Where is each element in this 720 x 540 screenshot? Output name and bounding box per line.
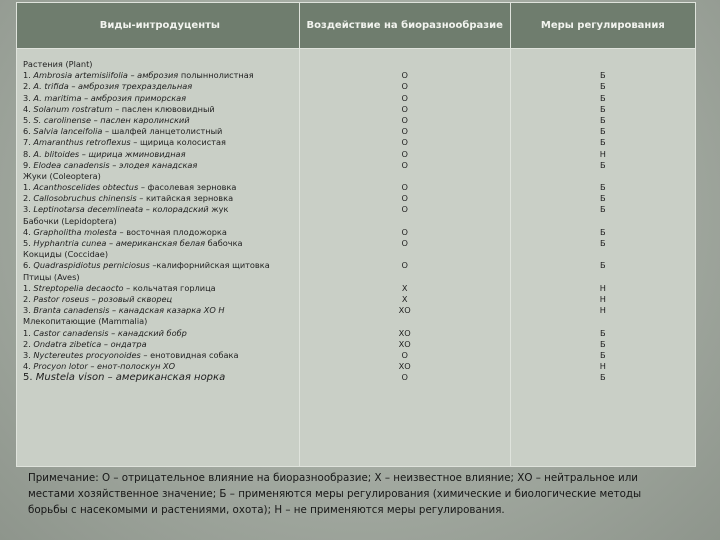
measure-value: Б — [600, 260, 606, 271]
impact-value: О — [401, 137, 408, 148]
impact-value — [301, 59, 509, 70]
species-line — [23, 137, 297, 148]
measure-value: Б — [600, 338, 606, 349]
impact-value: О — [401, 126, 408, 137]
species-name: Callosobruchus chinensis — [33, 193, 137, 204]
impact-value: О — [401, 114, 408, 125]
species-name: Procyon lotor – енот-полоскун ХО — [33, 361, 176, 372]
species-line — [23, 249, 297, 260]
impact-value: О — [401, 81, 408, 92]
species-text: 1. — [23, 327, 34, 338]
species-line — [23, 182, 297, 193]
measure-value: Б — [600, 126, 606, 137]
measure-value: Н — [599, 148, 606, 159]
species-text: 5. — [23, 238, 34, 248]
footnote: Примечание: О – отрицательное влияние на биоразнообразие; Х – неизвестное влияние; ХО – нейтральное или местами хозяйственное значение; Б – применяются меры регулирования (химические и биологические методы борьбы с насекомыми и растениями, охота); Н – не применяются меры регулирования. — [28, 472, 642, 516]
impact-value: ХО — [398, 327, 411, 338]
impact-value: О — [401, 92, 408, 103]
species-text: – кольчатая горлица — [123, 282, 216, 293]
measure-value: Б — [600, 81, 606, 92]
species-text: 2. — [23, 338, 34, 349]
species-text: жук — [208, 204, 229, 215]
measures-column — [510, 49, 695, 467]
species-name: Elodea canadensis – элодея канадская — [33, 159, 198, 170]
species-name: Acanthoscelides obtectus — [33, 182, 139, 193]
measure-value — [512, 249, 694, 260]
impact-value — [301, 272, 509, 283]
species-name: S. carolinense – паслен каролинский — [33, 114, 190, 125]
header-measures: Меры регулирования — [510, 3, 695, 49]
species-line — [23, 81, 297, 92]
species-name: Amaranthus retroflexus — [33, 137, 131, 148]
species-name: Mustela vison – американская норка — [35, 372, 226, 384]
impact-value: Х — [401, 282, 408, 293]
species-name: Pastor roseus – розовый скворец — [33, 293, 173, 304]
species-text: 2. — [23, 193, 34, 204]
species-name: Leptinotarsa decemlineata – колорадский — [33, 204, 209, 215]
species-text: 4. — [23, 103, 34, 114]
species-line — [23, 193, 297, 204]
table-header-row — [17, 3, 696, 49]
species-line — [23, 260, 297, 271]
impact-value: О — [401, 159, 408, 170]
measure-value — [512, 171, 694, 182]
species-name: Streptopelia decaocto — [33, 282, 124, 293]
species-line — [23, 316, 297, 327]
species-text: 7. — [23, 137, 34, 148]
measure-value: Б — [600, 226, 606, 237]
species-text: – китайская зерновка — [136, 193, 234, 204]
measure-value: Б — [600, 204, 606, 215]
species-line — [23, 305, 297, 316]
measure-value: Б — [600, 159, 606, 170]
species-text: 3. — [23, 204, 34, 215]
species-line — [23, 294, 297, 305]
species-name: Nyctereutes procyonoides — [33, 349, 141, 360]
species-text: 5. — [23, 114, 34, 125]
measure-value: Б — [600, 92, 606, 103]
measure-value — [512, 216, 694, 227]
impact-value — [301, 216, 509, 227]
species-text: 1. — [23, 282, 34, 293]
measure-value: Б — [600, 70, 606, 81]
species-text: – восточная плодожорка — [116, 226, 227, 237]
impact-value: ХО — [398, 361, 411, 372]
species-text: 3. — [23, 305, 34, 316]
measure-value — [512, 316, 694, 327]
species-text: Млекопитающие (Mammalia) — [23, 316, 148, 327]
table-body-row — [17, 49, 696, 467]
impact-value: О — [401, 182, 408, 193]
species-name: Ondatra zibetica – ондатра — [33, 338, 147, 349]
species-name: Branta canadensis – канадская казарка ХО Н — [33, 305, 225, 316]
species-text: 8. — [23, 148, 34, 159]
measure-value: Н — [599, 361, 606, 372]
measure-value: Н — [599, 305, 606, 316]
species-line — [23, 104, 297, 115]
impact-value: О — [401, 204, 408, 215]
species-name: Grapholitha molesta — [33, 226, 117, 237]
species-line — [23, 350, 297, 361]
species-line — [23, 372, 297, 383]
species-name: Ambrosia artemisiifolia – амброзия — [33, 70, 179, 81]
impact-value — [301, 171, 509, 182]
species-text: – фасолевая зерновка — [138, 182, 237, 193]
introduced-species-table — [16, 2, 696, 467]
species-line — [23, 160, 297, 171]
species-text: полыннолистная — [178, 70, 254, 81]
impact-value: ХО — [398, 305, 411, 316]
species-name: Castor canadensis – канадский бобр — [33, 327, 187, 338]
impact-value: О — [401, 238, 408, 248]
measure-value: Б — [600, 193, 606, 204]
measure-value: Б — [600, 114, 606, 125]
impact-value: О — [401, 193, 408, 204]
species-name: A. blitoides – щирица жминовидная — [33, 148, 186, 159]
species-text: – енотовидная собака — [140, 349, 239, 360]
species-text: 3. — [23, 92, 34, 103]
measure-value — [512, 272, 694, 283]
measure-value: Б — [600, 103, 606, 114]
species-text: 4. — [23, 361, 34, 372]
species-text: 1. — [23, 182, 34, 193]
impact-value: О — [401, 103, 408, 114]
impact-value — [301, 249, 509, 260]
species-name: Quadraspidiotus perniciosus — [33, 260, 150, 271]
impact-value: О — [401, 349, 408, 360]
species-line — [23, 171, 297, 182]
species-line — [23, 93, 297, 104]
species-line — [23, 272, 297, 283]
species-text: 2. — [23, 81, 34, 92]
species-line — [23, 328, 297, 339]
species-text: 2. — [23, 293, 34, 304]
species-line — [23, 126, 297, 137]
species-text: Растения (Plant) — [23, 59, 93, 69]
species-text: бабочка — [205, 238, 243, 248]
species-text: Птицы (Aves) — [23, 271, 80, 282]
species-text: 6. — [23, 260, 34, 271]
species-text: – щирица колосистая — [130, 137, 226, 148]
species-name: Salvia lanceifolia — [33, 126, 103, 137]
species-line — [23, 204, 297, 215]
species-name: Solanum rostratum — [33, 103, 113, 114]
species-name: A. maritima – амброзия приморская — [33, 92, 187, 103]
species-text: 4. — [23, 226, 34, 237]
impact-value: О — [401, 148, 408, 159]
species-line — [23, 227, 297, 238]
header-impact: Воздействие на биоразнообразие — [299, 3, 510, 49]
species-text: Кокциды (Coccidae) — [23, 249, 109, 260]
measure-value: Б — [600, 349, 606, 360]
species-text: 1. — [23, 70, 34, 81]
impact-value: О — [401, 226, 408, 237]
species-text: Жуки (Coleoptera) — [23, 170, 101, 181]
species-line — [23, 149, 297, 160]
species-name: Hyphantria cunea – американская белая — [33, 238, 206, 248]
species-line — [23, 339, 297, 350]
species-text: – шалфей ланцетолистный — [102, 126, 223, 137]
species-text: Бабочки (Lepidoptera) — [23, 215, 117, 226]
species-text: 9. — [23, 159, 34, 170]
header-species: Виды-интродуценты — [17, 3, 300, 49]
species-column — [17, 49, 300, 467]
species-line — [23, 238, 297, 249]
species-line — [23, 361, 297, 372]
measure-value — [512, 59, 694, 70]
impact-value: ХО — [398, 338, 411, 349]
species-text: 6. — [23, 126, 34, 137]
impact-value: О — [401, 372, 408, 383]
measure-value: Б — [600, 372, 606, 383]
impact-value — [301, 316, 509, 327]
impact-value: О — [401, 70, 408, 81]
species-text: – паслен клювовидный — [112, 103, 215, 114]
impact-value: Х — [401, 293, 408, 304]
species-line — [23, 283, 297, 294]
measure-value: Б — [600, 327, 606, 338]
species-line — [23, 70, 297, 81]
measure-value: Н — [599, 282, 606, 293]
measure-value: Н — [599, 293, 606, 304]
species-line — [23, 115, 297, 126]
measure-value: Б — [600, 182, 606, 193]
species-text: –калифорнийская щитовка — [149, 260, 270, 271]
measure-value: Б — [600, 238, 606, 248]
impact-column — [299, 49, 510, 467]
species-text: 5. — [23, 372, 36, 384]
species-name: A. trifida – амброзия трехраздельная — [33, 81, 193, 92]
species-text: 3. — [23, 349, 34, 360]
measure-value: Б — [600, 137, 606, 148]
species-line — [23, 59, 297, 70]
impact-value: О — [401, 260, 408, 271]
species-line — [23, 216, 297, 227]
